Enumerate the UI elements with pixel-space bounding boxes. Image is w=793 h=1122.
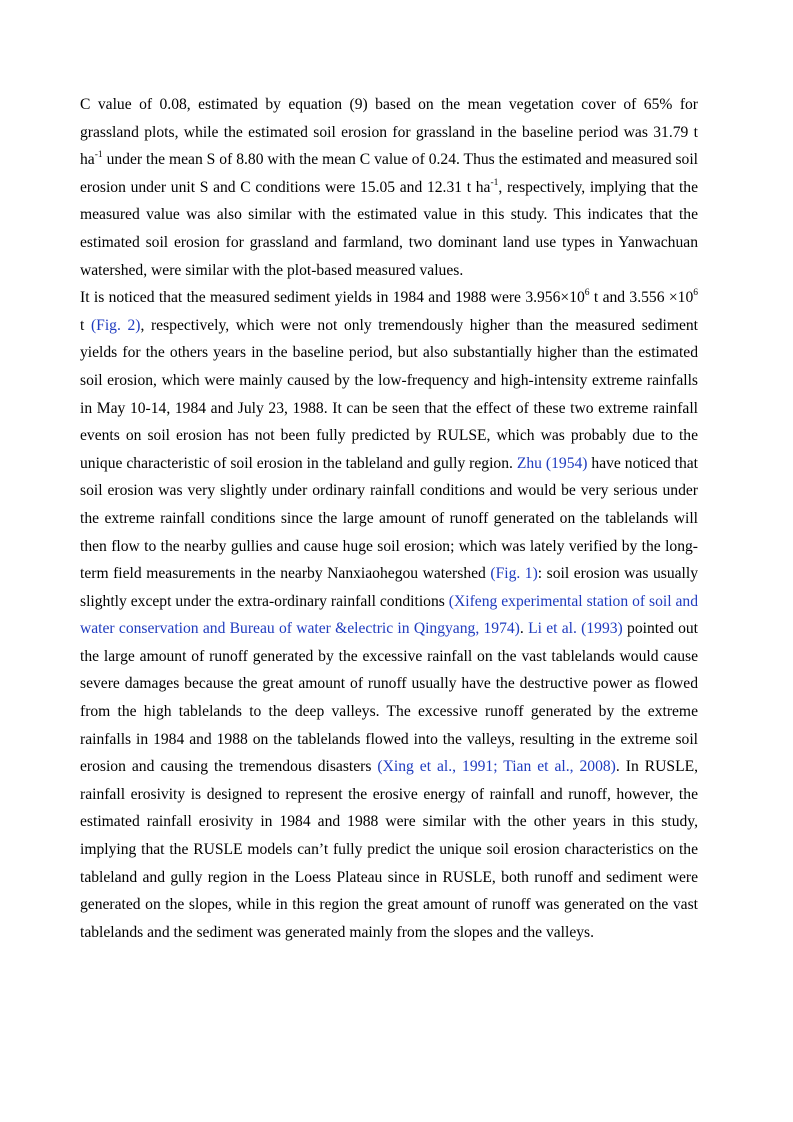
citation-link[interactable]: (Xing et al., 1991; Tian et al., 2008) bbox=[377, 758, 616, 776]
superscript: 6 bbox=[693, 287, 698, 298]
body-text: t bbox=[80, 316, 91, 334]
body-text: t and 3.556 ×10 bbox=[589, 289, 694, 307]
body-text: , respectively, which were not only tremendously higher than the measured sediment yields for the others years in the baseline period, but also substantially higher than the estimated soil erosion, which were mainly caused by the low-frequency and high-intensity extreme rainfalls in May 10-14, 1984 and July 23, 1988. It can be seen that the effect of these two extreme rainfall events on soil erosion has not been fully predicted by RULSE, which was probably due to the unique characteristic of soil erosion in the tableland and gully region. bbox=[80, 316, 699, 472]
citation-link[interactable]: Li et al. (1993) bbox=[528, 620, 623, 638]
citation-link[interactable]: (Xifeng experimental station of soil and water conservation and Bureau of water &electric in Qingyang, 1974) bbox=[80, 592, 698, 638]
body-text: : soil erosion was usually slightly except under the extra-ordinary rainfall conditions bbox=[80, 565, 698, 610]
document-body bbox=[80, 91, 698, 946]
paragraph-1 bbox=[80, 91, 698, 284]
body-text: . bbox=[519, 620, 529, 638]
citation-link[interactable]: (Fig. 2) bbox=[90, 316, 141, 334]
body-text: have noticed that soil erosion was very slightly under ordinary rainfall conditions and would be very serious under the extreme rainfall conditions since the large amount of runoff generated on the tablelands will then flow to the nearby gullies and cause huge soil erosion; which was lately verified by the long-term field measurements in the nearby Nanxiaohegou watershed bbox=[80, 454, 698, 583]
body-text: , respectively, implying that the measured value was also similar with the estimated value in this study. This indicates that the estimated soil erosion for grassland and farmland, two dominant land use types in Yanwachuan watershed, were similar with the plot-based measured values. bbox=[80, 178, 698, 279]
superscript: -1 bbox=[490, 177, 499, 188]
body-text: pointed out the large amount of runoff generated by the excessive rainfall on the vast tablelands would cause severe damages because the great amount of runoff usually have the destructive power as flowed from the high tablelands to the deep valleys. The excessive runoff generated by the extreme rainfalls in 1984 and 1988 on the tablelands flowed into the valleys, resulting in the extreme soil erosion and causing the tremendous disasters bbox=[80, 620, 699, 776]
superscript: -1 bbox=[94, 150, 103, 160]
paragraph-2 bbox=[80, 284, 698, 946]
superscript: 6 bbox=[584, 287, 590, 298]
body-text: C value of 0.08, estimated by equation (9) based on the mean vegetation cover of 65% for grassland plots, while the estimated soil erosion for grassland in the baseline period was 31.79 t ha bbox=[80, 96, 698, 169]
body-text: It is noticed that the measured sediment yields in 1984 and 1988 were 3.956×10 bbox=[80, 289, 585, 307]
body-text: under the mean S of 8.80 with the mean C value of 0.24. Thus the estimated and measured soil erosion under unit S and C conditions were 15.05 and 12.31 t ha bbox=[80, 151, 698, 196]
citation-link[interactable]: Zhu (1954) bbox=[516, 454, 588, 472]
citation-link[interactable]: (Fig. 1) bbox=[490, 565, 538, 583]
body-text: . In RUSLE, rainfall erosivity is designed to represent the erosive energy of rainfall and runoff, however, the estimated rainfall erosivity in 1984 and 1988 were similar with the other years in this study, implying that the RUSLE models can’t fully predict the unique soil erosion characteristics on the tableland and gully region in the Loess Plateau since in RUSLE, both runoff and sediment were generated on the slopes, while in this region the great amount of runoff was generated on the vast tablelands and the sediment was generated mainly from the slopes and the valleys. bbox=[80, 758, 699, 941]
